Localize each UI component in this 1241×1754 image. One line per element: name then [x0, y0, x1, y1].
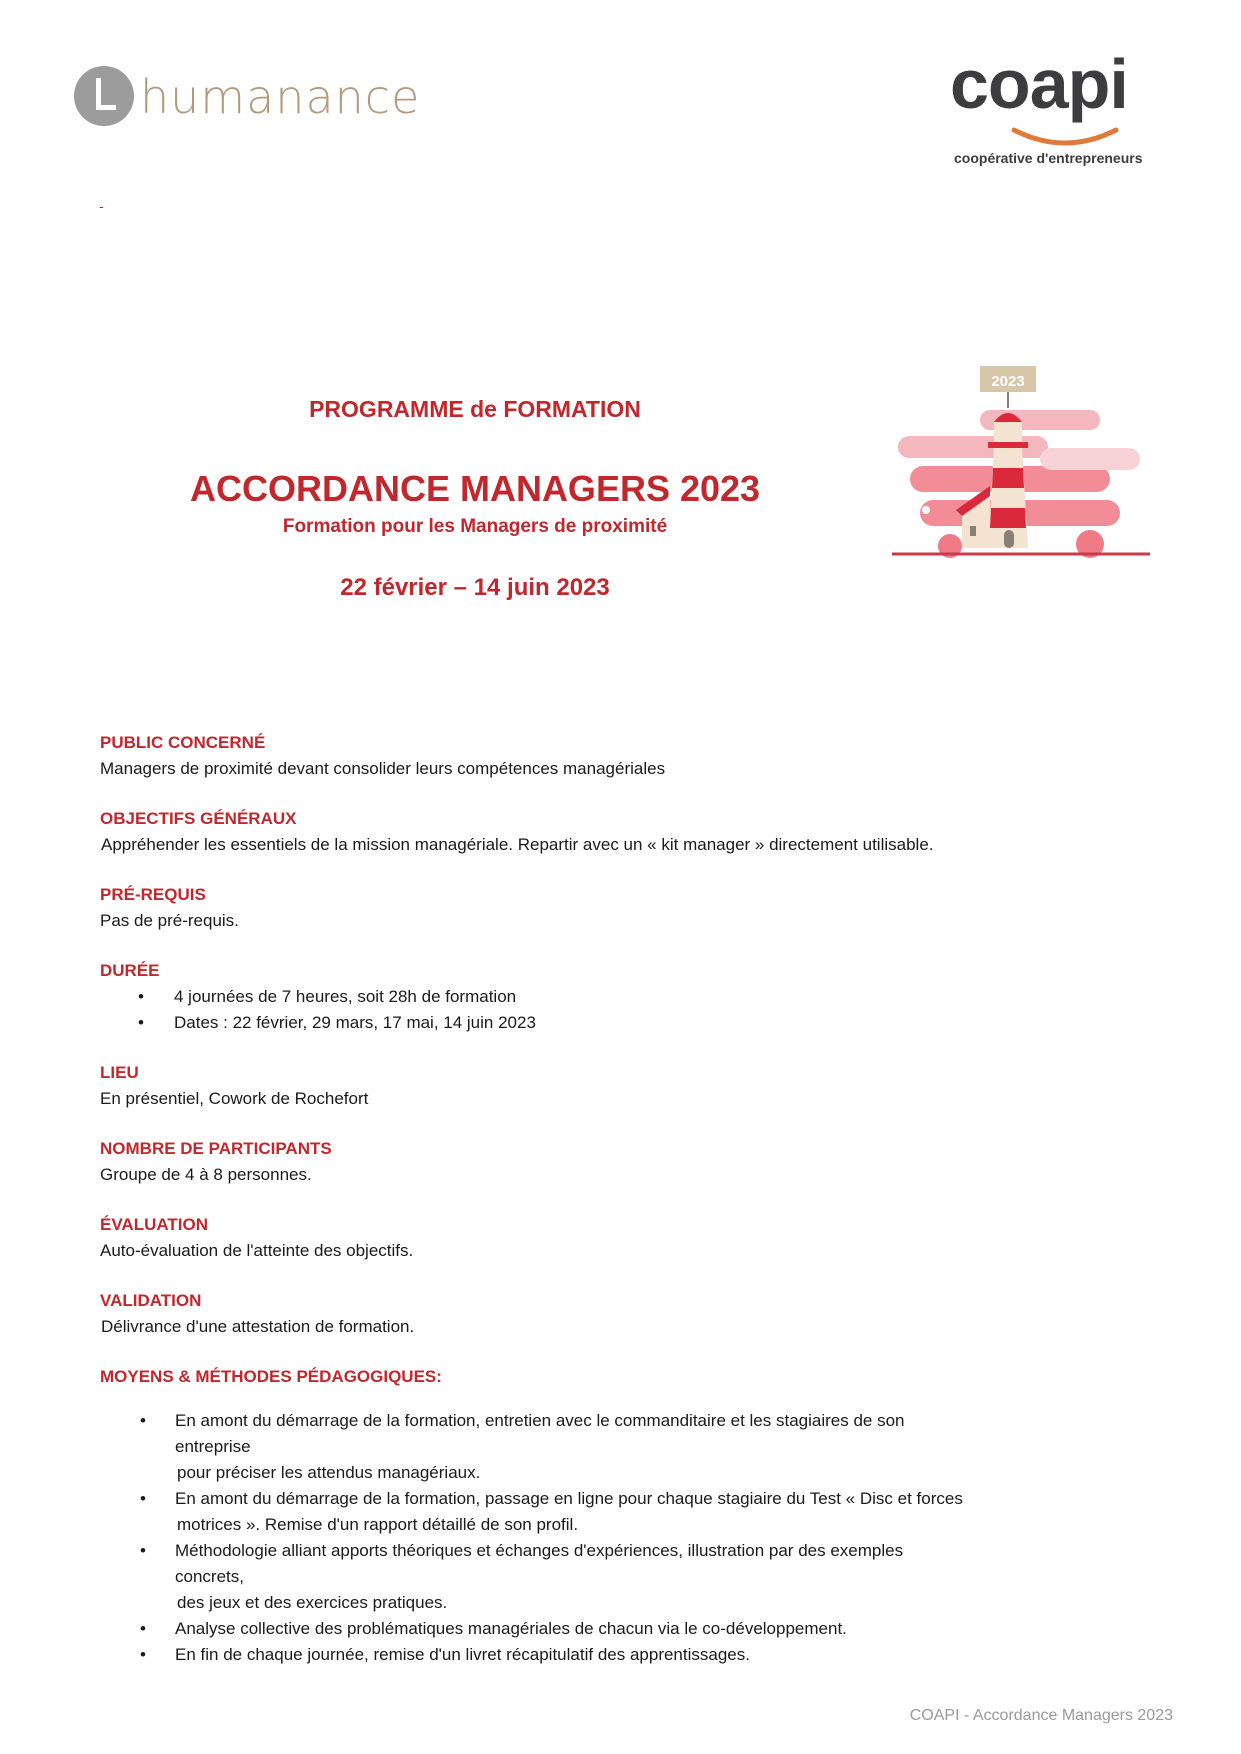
program-label: PROGRAMME de FORMATION — [309, 396, 641, 422]
list-item-line: En amont du démarrage de la formation, entretien avec le commanditaire et les stagiaires de son entreprise — [175, 1411, 905, 1456]
page-title: ACCORDANCE MANAGERS 2023 — [189, 468, 761, 509]
list-item-line: motrices ». Remise d'un rapport détaillé de son profil. — [177, 1515, 579, 1534]
section-text-participants: Groupe de 4 à 8 personnes. — [100, 1165, 312, 1184]
section-text-lieu: En présentiel, Cowork de Rochefort — [100, 1089, 369, 1108]
list-item-line: des jeux et des exercices pratiques. — [177, 1593, 448, 1612]
section-heading-moyens: MOYENS & MÉTHODES PÉDAGOGIQUES: — [100, 1367, 442, 1386]
list-item — [100, 1642, 1100, 1668]
section-heading-prerequis: PRÉ-REQUIS — [100, 885, 206, 904]
section-heading-validation: VALIDATION — [100, 1291, 202, 1310]
page-footer: COAPI - Accordance Managers 2023 — [909, 1707, 1173, 1724]
coapi-tagline: coopérative d'entrepreneurs — [954, 150, 1143, 166]
section-heading-objectifs: OBJECTIFS GÉNÉRAUX — [100, 809, 297, 828]
list-item-line: pour préciser les attendus managériaux. — [177, 1463, 481, 1482]
list-item: • 4 journées de 7 heures, soit 28h de formation — [100, 984, 1100, 1010]
coapi-smile-icon — [1010, 126, 1120, 148]
coapi-logo-text: coapi — [950, 45, 1128, 123]
section-text-prerequis: Pas de pré-requis. — [100, 911, 239, 930]
program-content — [100, 730, 1100, 1668]
section-heading-duree: DURÉE — [100, 961, 160, 980]
section-text-objectifs: Appréhender les essentiels de la mission managériale. Repartir avec un « kit manager » directement utilisable. — [101, 835, 934, 854]
illustration-year-label: 2023 — [991, 373, 1025, 390]
humanance-logo-mark — [74, 66, 134, 126]
list-item-line: En amont du démarrage de la formation, passage en ligne pour chaque stagiaire du Test « Disc et forces — [175, 1489, 963, 1508]
humanance-logo-text: humanance — [140, 70, 421, 124]
section-heading-lieu: LIEU — [100, 1063, 139, 1082]
section-heading-evaluation: ÉVALUATION — [100, 1215, 208, 1234]
list-item — [100, 1616, 1100, 1642]
list-item-line: Méthodologie alliant apports théoriques et échanges d'expériences, illustration par des exemples concrets, — [175, 1541, 904, 1586]
section-text-validation: Délivrance d'une attestation de formation. — [101, 1317, 415, 1336]
training-dates: 22 février – 14 juin 2023 — [340, 574, 610, 601]
page-subtitle: Formation pour les Managers de proximité — [282, 516, 668, 537]
list-item-line: Analyse collective des problématiques managériales de chacun via le co-développement. — [175, 1619, 847, 1638]
section-heading-participants: NOMBRE DE PARTICIPANTS — [100, 1139, 332, 1158]
humanance-logo — [74, 66, 421, 130]
moyens-list — [100, 1408, 1100, 1668]
list-item — [100, 1538, 1100, 1616]
list-item — [100, 1486, 1100, 1538]
section-text-public: Managers de proximité devant consolider leurs compétences managériales — [100, 759, 666, 778]
list-item-line: En fin de chaque journée, remise d'un livret récapitulatif des apprentissages. — [175, 1645, 750, 1664]
list-item — [100, 1408, 1100, 1486]
list-item: • Dates : 22 février, 29 mars, 17 mai, 14 juin 2023 — [100, 1010, 1100, 1036]
coapi-logo — [950, 45, 1182, 170]
stray-dash: - — [99, 198, 104, 214]
section-heading-public: PUBLIC CONCERNÉ — [100, 733, 266, 752]
duree-list — [100, 984, 1100, 1036]
section-text-evaluation: Auto-évaluation de l'atteinte des objectifs. — [100, 1241, 414, 1260]
lighthouse-illustration — [890, 358, 1152, 566]
